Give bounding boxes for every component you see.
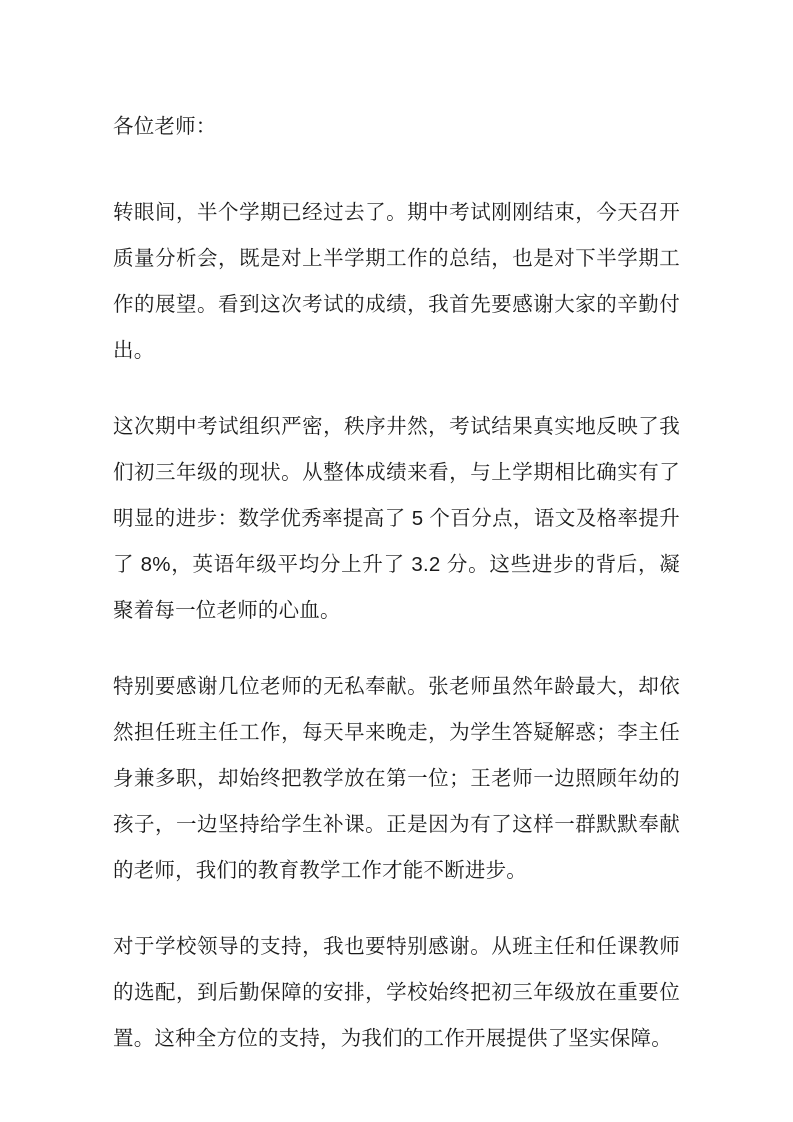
- document-body: [113, 104, 680, 1062]
- body-paragraph-3: 特别要感谢几位老师的无私奉献。张老师虽然年龄最大，却依然担任班主任工作，每天早来晚走，为学生答疑解惑；李主任身兼多职，却始终把教学放在第一位；王老师一边照顾年幼的孩子，一边坚持给学生补课。正是因为有了这样一群默默奉献的老师，我们的教育教学工作才能不断进步。: [113, 675, 680, 882]
- salutation-paragraph: 各位老师：: [113, 115, 217, 138]
- body-paragraph-2: 这次期中考试组织严密，秩序井然，考试结果真实地反映了我们初三年级的现状。从整体成绩来看，与上学期相比确实有了明显的进步：数学优秀率提高了 5 个百分点，语文及格率提升了 8%，英语年级平均分上升了 3.2 分。这些进步的背后，凝聚着每一位老师的心血。: [113, 415, 680, 622]
- body-paragraph-1: 转眼间，半个学期已经过去了。期中考试刚刚结束，今天召开质量分析会，既是对上半学期工作的总结，也是对下半学期工作的展望。看到这次考试的成绩，我首先要感谢大家的辛勤付出。: [113, 201, 680, 362]
- body-paragraph-4: 对于学校领导的支持，我也要特别感谢。从班主任和任课教师的选配，到后勤保障的安排，学校始终把初三年级放在重要位置。这种全方位的支持，为我们的工作开展提供了坚实保障。: [113, 935, 680, 1050]
